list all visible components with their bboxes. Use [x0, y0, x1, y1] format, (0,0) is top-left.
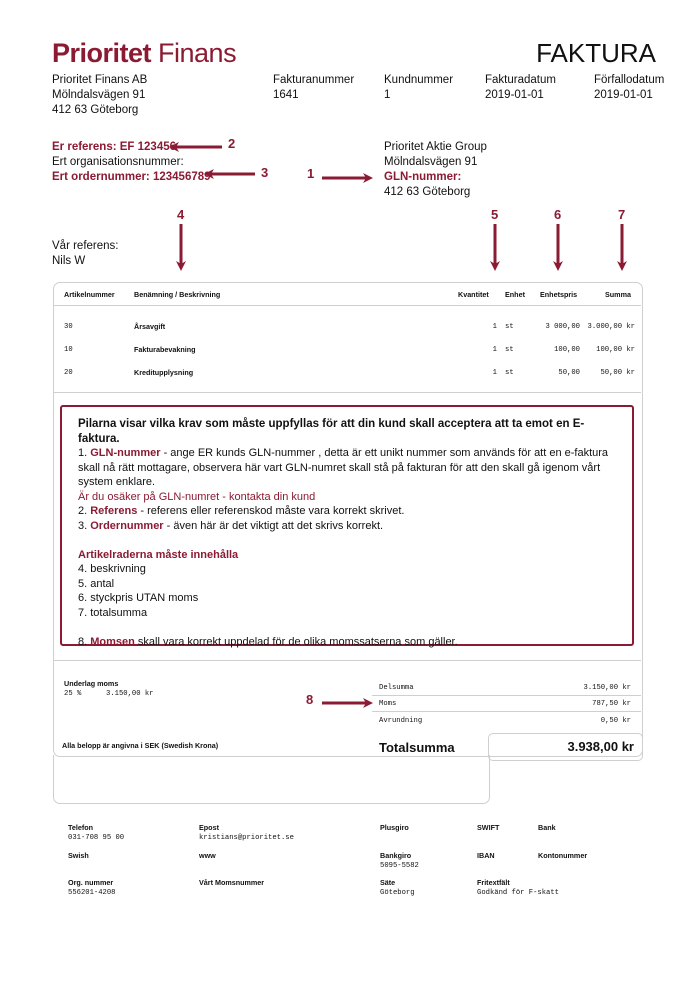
notice-item-2-key: Referens: [90, 505, 138, 518]
due-date: 2019-01-01: [594, 89, 653, 101]
notice-item-2: [78, 504, 623, 519]
notice-item-3-text: - även här är det viktigt att det skrivs korrekt.: [163, 519, 384, 532]
customer-number-label: Kundnummer: [384, 74, 454, 86]
invoice-lower-box: [53, 755, 490, 804]
footer-free: Godkänd för F-skatt: [477, 889, 559, 897]
rounding-value: 0,50 kr: [600, 717, 631, 725]
col-header-sum: Summa: [605, 290, 631, 299]
recipient-city: 412 63 Göteborg: [384, 186, 471, 198]
arrow-label-6: 6: [554, 207, 562, 222]
notice-item-8: [78, 635, 623, 650]
row-quantity: 1: [492, 346, 497, 354]
notice-item-2-num: 2.: [78, 505, 91, 518]
rounding-label: Avrundning: [379, 717, 423, 725]
vat-basis-rate: 25 %: [64, 690, 82, 698]
row-quantity: 1: [492, 369, 497, 377]
notice-body: [78, 446, 623, 649]
footer-phone-label: Telefon: [68, 823, 94, 832]
notice-item-8-key: Momsen: [90, 635, 135, 648]
sender-city: 412 63 Göteborg: [52, 104, 139, 116]
col-header-quantity: Kvantitet: [458, 290, 489, 299]
footer-swift-label: SWIFT: [477, 823, 500, 832]
notice-item-1: [78, 446, 623, 490]
notice-item-7: 7. totalsumma: [78, 606, 148, 619]
row-sum: 3.000,00 kr: [587, 323, 635, 331]
invoice-number-label: Fakturanummer: [273, 74, 355, 86]
row-sum: 50,00 kr: [600, 369, 635, 377]
arrow-label-8: 8: [306, 692, 314, 707]
notice-item-3-key: Ordernummer: [90, 519, 164, 532]
footer-bankgiro: 5095-5582: [380, 862, 419, 870]
table-rows-divider: [54, 392, 641, 393]
row-sum: 100,00 kr: [596, 346, 635, 354]
notice-item-1-key: GLN-nummer: [90, 447, 161, 459]
notice-gln-help: Är du osäker på GLN-numret - kontakta din kund: [78, 490, 316, 503]
brand-logo-light: Finans: [151, 38, 237, 68]
notice-article-heading: Artikelraderna måste innehålla: [78, 548, 239, 561]
currency-note: Alla belopp är angivna i SEK (Swedish Krona): [62, 741, 219, 750]
due-date-label: Förfallodatum: [594, 74, 665, 86]
row-unit: st: [505, 369, 514, 377]
notice-item-3: [78, 519, 623, 534]
sender-street: Mölndalsvägen 91: [52, 89, 146, 101]
notice-item-1-num: 1.: [78, 447, 91, 459]
table-header-divider: [54, 305, 641, 306]
subtotal-value: 3.150,00 kr: [583, 684, 631, 692]
brand-logo-bold: Prioritet: [52, 38, 152, 68]
notice-heading: Pilarna visar vilka krav som måste uppfyllas för att din kund skall acceptera att ta emot en E-faktura.: [78, 418, 585, 445]
sender-name: Prioritet Finans AB: [52, 74, 148, 86]
row-unit: st: [505, 346, 514, 354]
footer-seat-label: Säte: [380, 878, 396, 887]
footer-www-label: www: [199, 851, 216, 860]
row-unit-price: 50,00: [558, 369, 580, 377]
col-header-description: Benämning / Beskrivning: [134, 290, 221, 299]
organisation-number: Ert organisationsnummer:: [52, 156, 184, 168]
arrow-label-7: 7: [618, 207, 626, 222]
recipient-street: Mölndalsvägen 91: [384, 156, 478, 168]
order-number: Ert ordernummer: 123456789: [52, 171, 211, 183]
total-label: Totalsumma: [379, 740, 455, 755]
footer-org: 556201-4208: [68, 889, 116, 897]
row-description: Kreditupplysning: [134, 368, 194, 377]
footer-phone: 031-708 95 00: [68, 834, 125, 842]
document-title: FAKTURA: [536, 38, 656, 68]
footer-free-label: Fritextfält: [477, 878, 510, 887]
our-reference-value: Nils W: [52, 255, 86, 267]
vat-divider: [372, 711, 641, 712]
summary-divider: [54, 660, 641, 661]
footer-email: kristians@prioritet.se: [199, 834, 294, 842]
arrow-label-3: 3: [261, 165, 269, 180]
notice-item-5: 5. antal: [78, 577, 115, 590]
footer-iban-label: IBAN: [477, 851, 495, 860]
arrow-label-2: 2: [228, 136, 236, 151]
row-unit: st: [505, 323, 514, 331]
row-unit-price: 3 000,00: [545, 323, 580, 331]
arrow-label-5: 5: [491, 207, 499, 222]
arrow-label-4: 4: [177, 207, 185, 222]
col-header-article: Artikelnummer: [64, 290, 115, 299]
row-description: Fakturabevakning: [134, 345, 196, 354]
invoice-number: 1641: [273, 89, 299, 101]
footer-org-label: Org. nummer: [68, 878, 114, 887]
vat-value: 787,50 kr: [592, 700, 631, 708]
notice-item-4: 4. beskrivning: [78, 563, 146, 576]
gln-number: GLN-nummer:: [384, 171, 462, 183]
arrow-label-1: 1: [307, 166, 315, 181]
row-description: Årsavgift: [134, 322, 166, 331]
customer-number: 1: [384, 89, 391, 101]
footer-swish-label: Swish: [68, 851, 89, 860]
total-value: 3.938,00 kr: [567, 739, 634, 754]
e-invoice-requirements-box: [60, 405, 634, 646]
notice-item-2-text: - referens eller referenskod måste vara korrekt skrivet.: [137, 505, 405, 518]
footer-plusgiro-label: Plusgiro: [380, 823, 409, 832]
subtotal-label: Delsumma: [379, 684, 414, 692]
invoice-date: 2019-01-01: [485, 89, 544, 101]
row-article: 10: [64, 346, 73, 354]
footer-vat-number-label: Vårt Momsnummer: [199, 878, 265, 887]
vat-basis-label: Underlag moms: [64, 679, 119, 688]
row-unit-price: 100,00: [554, 346, 580, 354]
footer-bankgiro-label: Bankgiro: [380, 851, 412, 860]
footer-email-label: Epost: [199, 823, 219, 832]
row-article: 20: [64, 369, 73, 377]
notice-item-6: 6. styckpris UTAN moms: [78, 592, 199, 605]
footer-account-label: Kontonummer: [538, 851, 588, 860]
notice-item-3-num: 3.: [78, 519, 91, 532]
footer-bank-label: Bank: [538, 823, 556, 832]
vat-basis-amount: 3.150,00 kr: [106, 690, 154, 698]
vat-label: Moms: [379, 700, 397, 708]
invoice-date-label: Fakturadatum: [485, 74, 556, 86]
notice-item-8-text: skall vara korrekt uppdelad för de olika momssatserna som gäller.: [134, 635, 458, 648]
our-reference: [52, 239, 118, 269]
notice-item-8-num: 8.: [78, 635, 91, 648]
our-reference-label: Vår referens:: [52, 240, 119, 252]
footer-seat: Göteborg: [380, 889, 415, 897]
recipient-name: Prioritet Aktie Group: [384, 141, 487, 153]
row-article: 30: [64, 323, 73, 331]
subtotal-divider: [372, 695, 641, 696]
col-header-unit-price: Enhetspris: [540, 290, 578, 299]
your-reference: Er referens: EF 123456: [52, 141, 177, 153]
row-quantity: 1: [492, 323, 497, 331]
notice-item-1-text: - ange ER kunds GLN-nummer , detta är ett unikt nummer som används för att en e-faktura skall nå rätt mottagare, observera här vart GLN-numret skall stå på fakturan för att den skall gå igenom vårt system enklare.: [78, 447, 609, 489]
col-header-unit: Enhet: [505, 290, 525, 299]
